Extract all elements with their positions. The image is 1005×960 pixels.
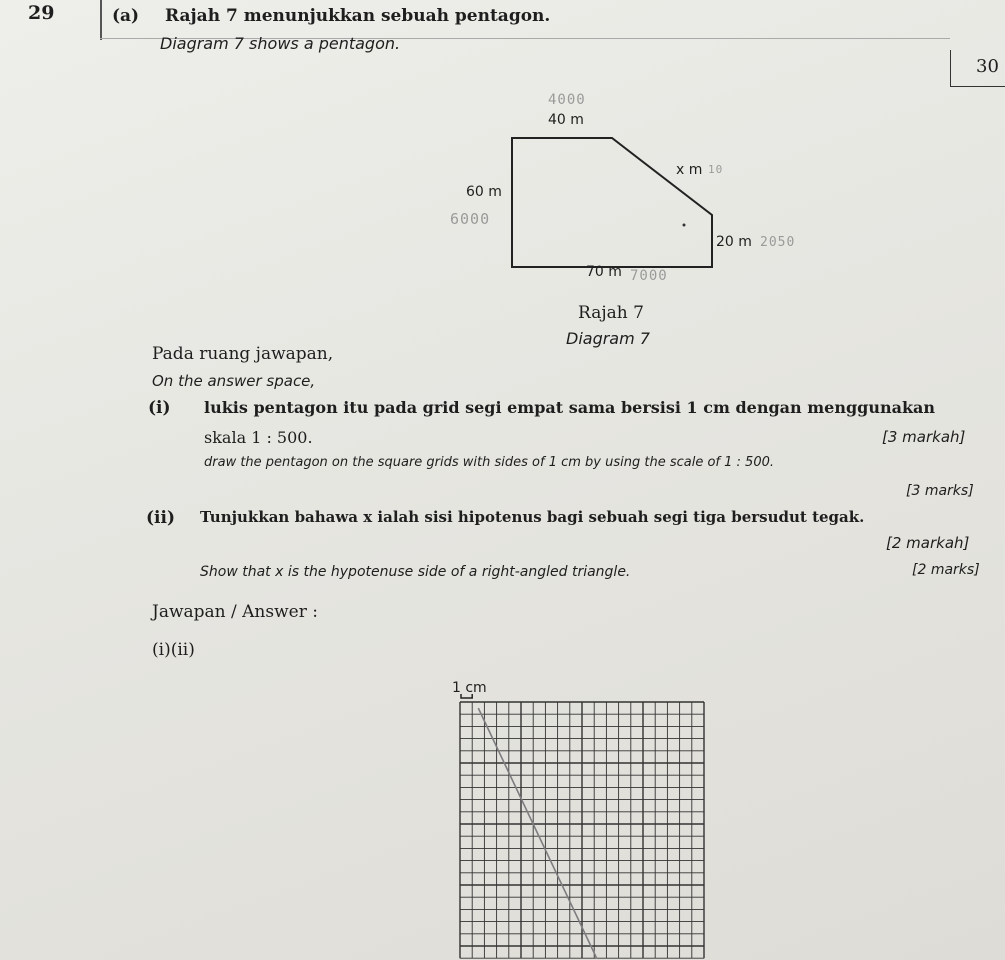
diagram-caption-ms: Rajah 7 (578, 303, 644, 323)
part-i-ms-line2: skala 1 : 500. (204, 428, 313, 447)
diagram-top-label: 40 m (548, 112, 584, 128)
handwritten-slant: 10 (708, 163, 724, 176)
part-ii-label: (ii) (146, 508, 176, 528)
part-ii-en: Show that x is the hypotenuse side of a right-angled triangle. (200, 564, 631, 580)
diagram-bottom-label: 70 m (586, 264, 622, 280)
diagram-left-label: 60 m (466, 184, 502, 200)
answer-sub-label: (i)(ii) (152, 640, 195, 660)
diagram-dot (683, 224, 686, 227)
part-i-marks-en: [3 marks] (906, 483, 974, 499)
diagram-slant-label: x m (676, 162, 703, 178)
question-part-label: (a) (112, 6, 140, 26)
part-i-label: (i) (148, 398, 171, 418)
part-i-en: draw the pentagon on the square grids with sides of 1 cm by using the scale of 1 : 500. (204, 455, 774, 470)
left-margin-line (100, 0, 102, 40)
answer-grid[interactable] (440, 680, 720, 960)
intro-en: On the answer space, (152, 372, 316, 390)
pentagon-shape (512, 138, 712, 267)
part-ii-ms: Tunjukkan bahawa x ialah sisi hipotenus bagi sebuah segi tiga bersudut tegak. (200, 508, 865, 526)
diagram-right-label: 20 m (716, 234, 752, 250)
handwritten-bottom: 7000 (630, 268, 668, 284)
handwritten-top: 4000 (548, 92, 586, 108)
part-i-marks-ms: [3 markah] (882, 428, 966, 446)
question-title-ms: Rajah 7 menunjukkan sebuah pentagon. (165, 6, 551, 26)
part-ii-marks-ms: [2 markah] (886, 534, 970, 552)
page-number: 30 (976, 56, 999, 77)
scale-marker (461, 694, 472, 698)
question-number: 29 (28, 2, 55, 24)
answer-heading: Jawapan / Answer : (152, 602, 318, 622)
part-ii-marks-en: [2 marks] (912, 562, 980, 578)
intro-ms: Pada ruang jawapan, (152, 344, 334, 364)
question-title-en: Diagram 7 shows a pentagon. (160, 34, 401, 53)
part-i-ms-line1: lukis pentagon itu pada grid segi empat sama bersisi 1 cm dengan menggunakan (204, 398, 936, 417)
handwritten-left: 6000 (450, 210, 491, 228)
grid-scale-label: 1 cm (452, 680, 487, 696)
handwritten-right: 2050 (760, 235, 796, 250)
pencil-line (478, 708, 596, 958)
diagram-caption-en: Diagram 7 (566, 329, 650, 348)
